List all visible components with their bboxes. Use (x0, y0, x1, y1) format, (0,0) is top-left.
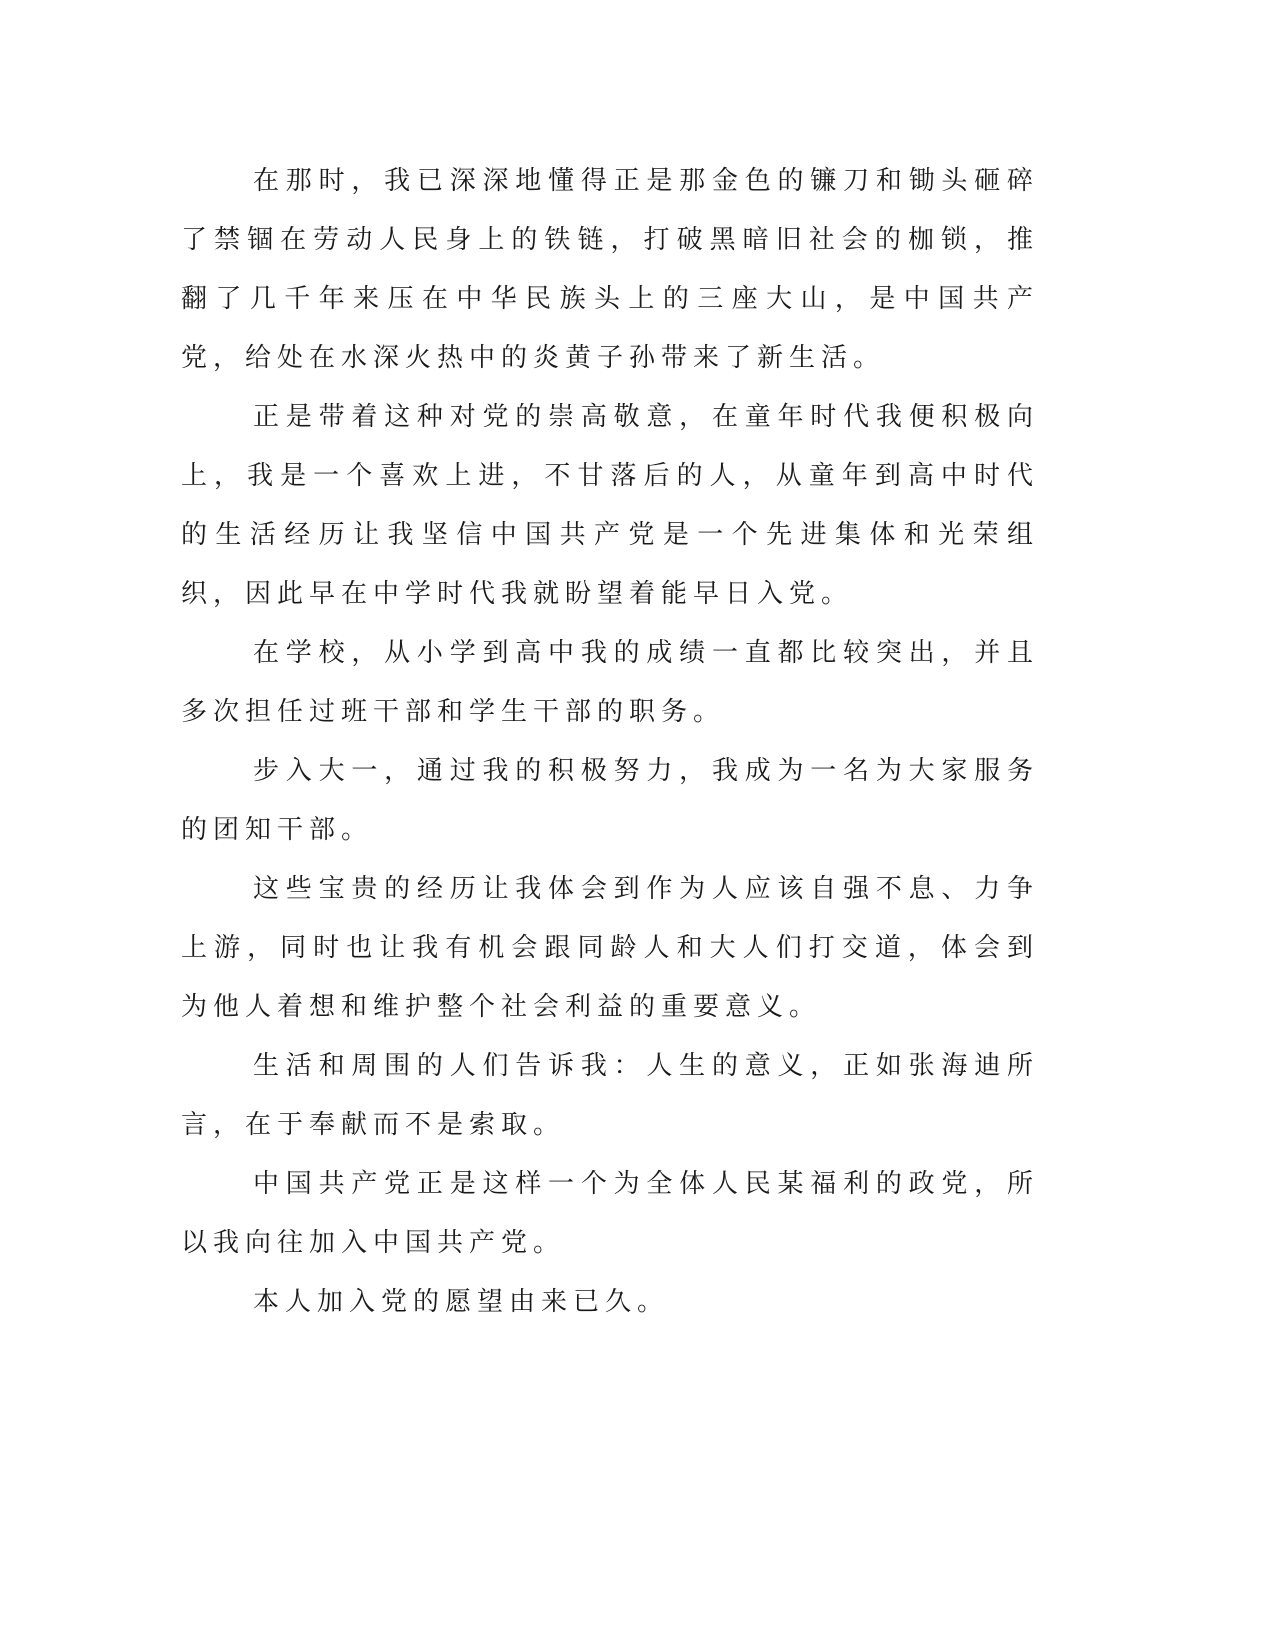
paragraph: 本人加入党的愿望由来已久。 (253, 1287, 670, 1317)
paragraph: 中国共产党正是这样一个为全体人民某福利的政党，所以我向往加入中国共产党。 (181, 1169, 1039, 1258)
paragraph: 正是带着这种对党的崇高敬意，在童年时代我便积极向上，我是一个喜欢上进，不甘落后的人，从童年到高中时代的生活经历让我坚信中国共产党是一个先进集体和光荣组织，因此早在中学时代我就盼望着能早日入党。 (181, 402, 1039, 609)
paragraph: 步入大一，通过我的积极努力，我成为一名为大家服务的团知干部。 (181, 756, 1039, 845)
document-body (181, 152, 1039, 1332)
paragraph: 生活和周围的人们告诉我：人生的意义，正如张海迪所言，在于奉献而不是索取。 (181, 1051, 1039, 1140)
paragraph: 这些宝贵的经历让我体会到作为人应该自强不息、力争上游，同时也让我有机会跟同龄人和大人们打交道，体会到为他人着想和维护整个社会利益的重要意义。 (181, 874, 1039, 1022)
paragraph: 在那时，我已深深地懂得正是那金色的镰刀和锄头砸碎了禁锢在劳动人民身上的铁链，打破黑暗旧社会的枷锁，推翻了几千年来压在中华民族头上的三座大山，是中国共产党，给处在水深火热中的炎黄子孙带来了新生活。 (181, 166, 1039, 373)
paragraph: 在学校，从小学到高中我的成绩一直都比较突出，并且多次担任过班干部和学生干部的职务。 (181, 638, 1039, 727)
